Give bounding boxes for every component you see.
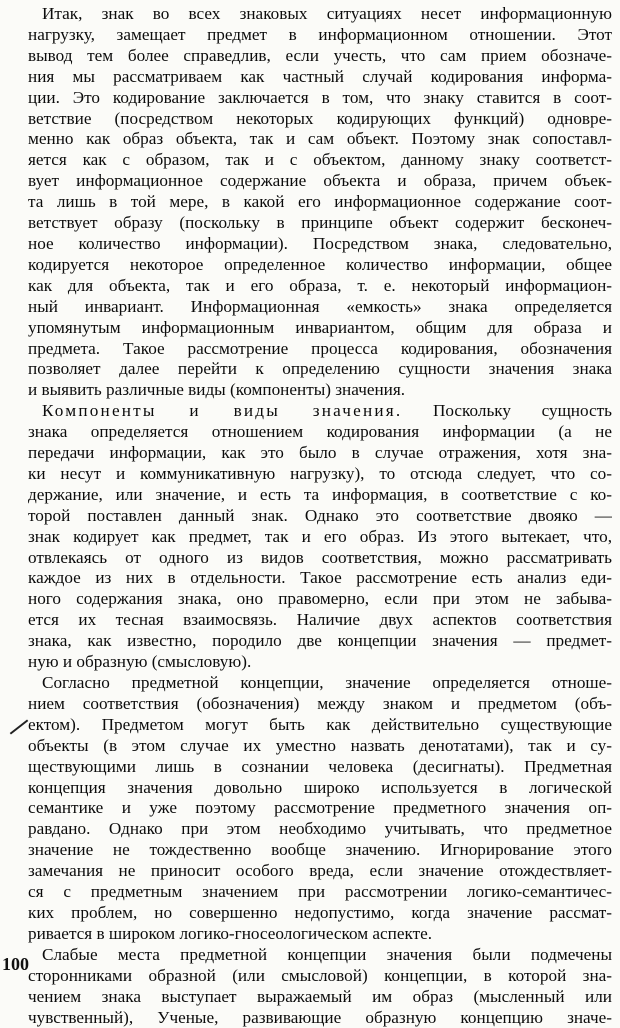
text-line: ную и образную (смысловую). (28, 652, 612, 673)
text-line: ветствие (посредством некоторых кодирующих функций) одновре- (28, 109, 612, 130)
page-number: 100 (2, 954, 29, 975)
text-line: семантике и уже поэтому рассмотрение предметного значения оп- (28, 798, 612, 819)
text-line: ного содержания знака, оно правомерно, если при этом не забыва- (28, 589, 612, 610)
paragraph (28, 401, 612, 673)
text-line: ветствует образу (поскольку в принципе объект содержит бесконеч- (28, 213, 612, 234)
text-line: ния мы рассматриваем как частный случай кодирования информа- (28, 67, 612, 88)
margin-pencil-mark (10, 719, 29, 734)
text-line: менно как образ объекта, так и сам объект. Поэтому знак сопоставл- (28, 129, 612, 150)
text-line: позволяет далее перейти к определению сущности значения знака (28, 359, 612, 380)
paragraph (28, 673, 612, 945)
text-line: ки несут и коммуникативную нагрузку), то отсюда следует, что со- (28, 464, 612, 485)
text-line: знака определяется отношением кодирования информации (а не (28, 422, 612, 443)
text-line: Итак, знак во всех знаковых ситуациях несет информационную (28, 4, 612, 25)
text-line: вует информационное содержание объекта и образа, причем объек- (28, 171, 612, 192)
paragraph (28, 4, 612, 401)
text-line: та лишь в той мере, в какой его информационное содержание соот- (28, 192, 612, 213)
text-line: передачи информации, как это было в случае отражения, хотя зна- (28, 443, 612, 464)
text-line: и выявить различные виды (компоненты) значения. (28, 380, 612, 401)
text-line: ции. Это кодирование заключается в том, что знаку ставится в соот- (28, 88, 612, 109)
text-line: ется их тесная взаимосвязь. Наличие двух аспектов соответствия (28, 610, 612, 631)
text-line: знак кодирует как предмет, так и его образ. Из этого вытекает, что, (28, 527, 612, 548)
text-line: концепция значения довольно широко используется в логической (28, 778, 612, 799)
text-line: чувственный), Ученые, развивающие образную концепцию значе- (28, 1008, 612, 1028)
text-line: предмета. Такое рассмотрение процесса кодирования, обозначения (28, 339, 612, 360)
text-line (28, 401, 612, 422)
text-line: держание, или значение, и есть та информация, в соответствие с ко- (28, 485, 612, 506)
text-line: вывод тем более справедлив, если учесть, что сам прием обозначе- (28, 46, 612, 67)
text-line: нагрузку, замещает предмет в информационном отношении. Этот (28, 25, 612, 46)
text-line: Слабые места предметной концепции значения были подмечены (28, 945, 612, 966)
text-line: ривается в широком логико-гносеологическом аспекте. (28, 924, 612, 945)
section-heading: Компоненты и виды значения. (42, 401, 402, 420)
text-line: каждое из них в отдельности. Такое рассмотрение есть анализ еди- (28, 568, 612, 589)
text-line: упомянутым информационным инвариантом, общим для образа и (28, 318, 612, 339)
text-line: знака, как известно, породило две концепции значения — предмет- (28, 631, 612, 652)
text-line: значение не тождественно вообще значению. Игнорирование этого (28, 840, 612, 861)
text-line: торой поставлен данный знак. Однако это соответствие двояко — (28, 506, 612, 527)
text-line: равдано. Однако при этом необходимо учитывать, что предметное (28, 819, 612, 840)
paragraph (28, 945, 612, 1028)
text-line: нием соответствия (обозначения) между знаком и предметом (объ- (28, 694, 612, 715)
text-line: отвлекаясь от одного из видов соответствия, можно рассматривать (28, 548, 612, 569)
text-line: ный инвариант. Информационная «емкость» знака определяется (28, 297, 612, 318)
text-line: ектом). Предметом могут быть как действительно существующие (28, 715, 612, 736)
text-line: ществующими лишь в сознании человека (десигнаты). Предметная (28, 757, 612, 778)
text-line: чением знака выступает выражаемый им образ (мысленный или (28, 987, 612, 1008)
text-fragment: Поскольку сущность (433, 401, 612, 420)
text-line: ких проблем, но совершенно недопустимо, когда значение рассмат- (28, 903, 612, 924)
text-line: объекты (в этом случае их уместно назвать денотатами), так и су- (28, 736, 612, 757)
text-line: как для объекта, так и его образа, т. е. некоторый информацион- (28, 276, 612, 297)
text-line: Согласно предметной концепции, значение определяется отноше- (28, 673, 612, 694)
text-line: ное количество информации). Посредством знака, следовательно, (28, 234, 612, 255)
text-line: сторонниками образной (или смысловой) концепции, в которой зна- (28, 966, 612, 987)
page-body (28, 4, 612, 1028)
text-line: замечания не приносит особого вреда, если значение отождествляет- (28, 861, 612, 882)
text-line: ся с предметным значением при рассмотрении логико-семантичес- (28, 882, 612, 903)
text-line: кодируется некоторое определенное количество информации, общее (28, 255, 612, 276)
text-line: яется как с образом, так и с объектом, данному знаку соответст- (28, 150, 612, 171)
